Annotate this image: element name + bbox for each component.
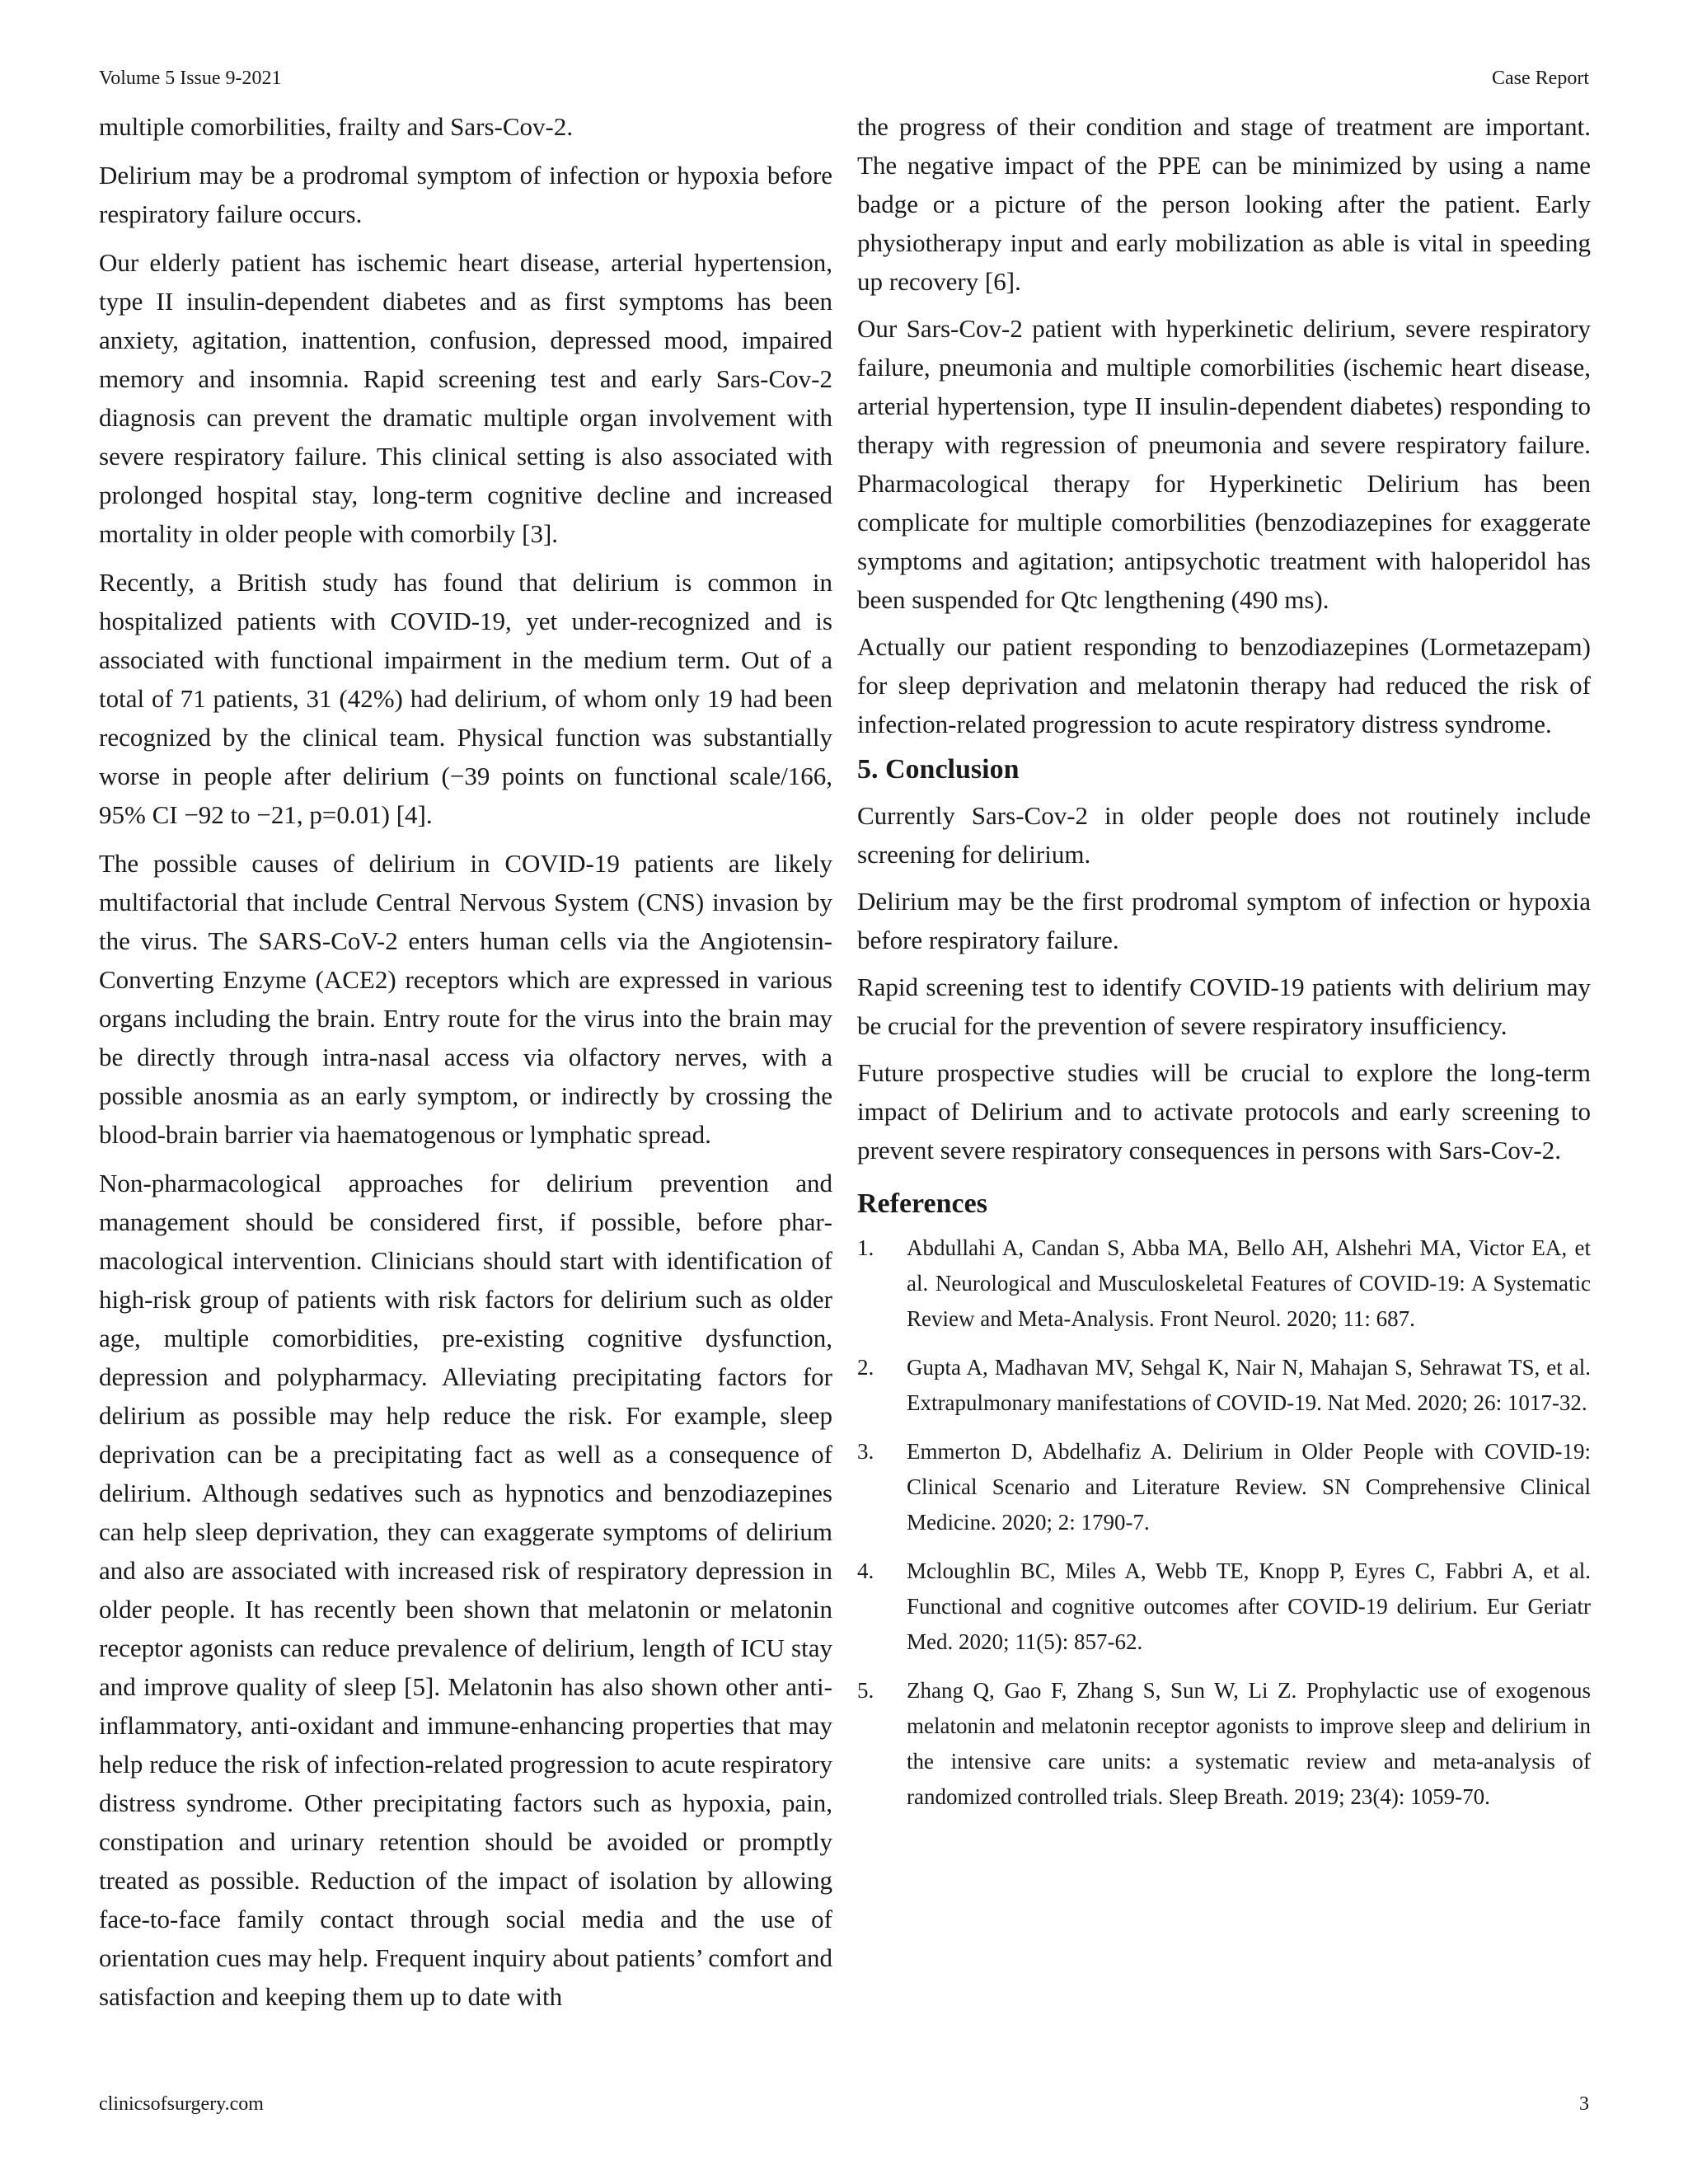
reference-number: 1. xyxy=(857,1235,874,1260)
body-paragraph: The possible causes of delirium in COVID-19 patients are likely multifactorial that include Central Nervous System (CNS) invasion by the virus. The SARS-CoV-2 enters human cells via the Angiotensin-Converting Enzyme (ACE2) receptors which are expressed in various organs including the brain. Entry route for the virus into the brain may be directly through intra-nasal access via olfactory nerves, with a possible anosmia as an early symptom, or indirectly by crossing the blood-brain barrier via haematogenous or lymphatic spread. xyxy=(99,849,832,1149)
reference-item xyxy=(857,1673,1591,1815)
left-column xyxy=(99,107,832,2026)
reference-text: Abdullahi A, Candan S, Abba MA, Bello AH, Alshehri MA, Victor EA, et al. Neurological and Musculoskeletal Features of COVID-19: A Systematic Review and Meta-Analysis. Front Neurol. 2020; 11: 687. xyxy=(907,1235,1591,1331)
body-paragraph: Non-pharmacological approaches for delirium prevention and management should be considered first, if possible, before pharmacological intervention. Clinicians should start with identification of high-risk group of patients with risk factors for delirium such as older age, multiple comorbidities, pre-existing cognitive dysfunction, depression and polypharmacy. Alleviating precipitating factors for delirium as possible may help reduce the risk. For example, sleep deprivation can be a precipitating fact as well as a consequence of delirium. Although sedatives such as hypnotics and benzodiazepines can help sleep deprivation, they can exaggerate symptoms of delirium and also are associated with increased risk of respiratory depression in older people. It has recently been shown that melatonin or melatonin receptor agonists can reduce prevalence of delirium, length of ICU stay and improve quality of sleep [5]. Melatonin has also shown other anti-inflammatory, anti-oxidant and immune-enhancing properties that may help reduce the risk of infection-related progression to acute respiratory distress syndrome. Other precipitating factors such as hypoxia, pain, constipation and urinary retention should be avoided or promptly treated as possible. Reduction of the impact of isolation by allowing face-to-face family contact through social media and the use of orientation cues may help. Frequent inquiry about patients’ comfort and satisfaction and keeping them up to date with xyxy=(99,1169,832,2011)
body-paragraph: Recently, a British study has found that delirium is common in hospitalized patients with COVID-19, yet under-recognized and is associated with functional impairment in the medium term. Out of a total of 71 patients, 31 (42%) had delirium, of whom only 19 had been recognized by the clinical team. Physical function was substantially worse in people after delirium (−39 points on functional scale/166, 95% CI −92 to −21, p=0.01) [4]. xyxy=(99,568,832,829)
body-paragraph: Delirium may be a prodromal symptom of infection or hypoxia before respiratory failure occurs. xyxy=(99,161,832,228)
conclusion-paragraph: Rapid screening test to identify COVID-19 patients with delirium may be crucial for the prevention of severe respiratory insufficiency. xyxy=(857,972,1591,1040)
reference-number: 5. xyxy=(857,1678,874,1703)
reference-number: 2. xyxy=(857,1355,874,1380)
body-paragraph: Actually our patient responding to benzodiazepines (Lormetazepam) for sleep deprivation and melatonin therapy had reduced the risk of infection-related progression to acute respiratory distress syndrome. xyxy=(857,632,1591,738)
reference-text: Emmerton D, Abdelhafiz A. Delirium in Older People with COVID-19: Clinical Scenario and Literature Review. SN Comprehensive Clinical Medicine. 2020; 2: 1790-7. xyxy=(907,1439,1591,1535)
body-paragraph: Our Sars-Cov-2 patient with hyperkinetic delirium, severe respiratory failure, pneumonia and multiple comorbilities (ischemic heart disease, arterial hypertension, type II insulin-dependent diabetes) responding to therapy with regression of pneumonia and severe respiratory failure. Pharmacological therapy for Hyperkinetic Delirium has been complicate for multiple comorbilities (benzodiazepines for exaggerate symptoms and agitation; antipsychotic treatment with haloperidol has been suspended for Qtc lengthening (490 ms). xyxy=(857,314,1591,614)
body-paragraph: the progress of their condition and stage of treatment are important. The negative impact of the PPE can be minimized by using a name badge or a picture of the person looking after the patient. Early physiotherapy input and early mobilization as able is vital in speeding up recovery [6]. xyxy=(857,112,1591,296)
conclusion-heading: 5. Conclusion xyxy=(857,754,1020,785)
body-paragraph: multiple comorbilities, frailty and Sars-Cov-2. xyxy=(99,112,574,141)
running-header-volume: Volume 5 Issue 9-2021 xyxy=(99,68,282,89)
body-paragraph: Our elderly patient has ischemic heart disease, arterial hypertension, type II insulin-dependent diabetes and as first symptoms has been anxiety, agitation, inattention, confusion, depressed mood, impaired memory and insomnia. Rapid screening test and early Sars-Cov-2 diagnosis can prevent the dramatic multiple organ involvement with severe respiratory failure. This clinical setting is also associated with prolonged hospital stay, long-term cognitive decline and increased mortality in older people with comorbily [3]. xyxy=(99,248,832,548)
reference-item xyxy=(857,1554,1591,1660)
reference-list xyxy=(857,1230,1591,1815)
reference-number: 3. xyxy=(857,1439,874,1464)
references-heading: References xyxy=(857,1188,987,1219)
conclusion-paragraph: Currently Sars-Cov-2 in older people does not routinely include screening for delirium. xyxy=(857,801,1591,869)
conclusion-paragraph: Future prospective studies will be crucial to explore the long-term impact of Delirium and to activate protocols and early screening to prevent severe respiratory consequences in persons with Sars-Cov-2. xyxy=(857,1058,1591,1165)
right-column xyxy=(857,107,1591,1828)
reference-text: Mcloughlin BC, Miles A, Webb TE, Knopp P, Eyres C, Fabbri A, et al. Functional and cognitive outcomes after COVID-19 delirium. Eur Geriatr Med. 2020; 11(5): 857-62. xyxy=(907,1558,1591,1654)
conclusion-paragraph: Delirium may be the first prodromal symptom of infection or hypoxia before respiratory failure. xyxy=(857,887,1591,954)
reference-text: Zhang Q, Gao F, Zhang S, Sun W, Li Z. Prophylactic use of exogenous melatonin and melatonin receptor agonists to improve sleep and delirium in the intensive care units: a systematic review and meta-analysis of randomized controlled trials. Sleep Breath. 2019; 23(4): 1059-70. xyxy=(907,1678,1591,1809)
reference-text: Gupta A, Madhavan MV, Sehgal K, Nair N, Mahajan S, Sehrawat TS, et al. Extrapulmonary manifestations of COVID-19. Nat Med. 2020; 26: 1017-32. xyxy=(907,1355,1591,1415)
reference-item xyxy=(857,1230,1591,1337)
page-number: 3 xyxy=(1579,2093,1589,2115)
reference-item xyxy=(857,1434,1591,1540)
journal-website: clinicsofsurgery.com xyxy=(99,2093,264,2115)
reference-item xyxy=(857,1350,1591,1421)
reference-number: 4. xyxy=(857,1558,874,1583)
running-header-article-type: Case Report xyxy=(1492,68,1589,89)
